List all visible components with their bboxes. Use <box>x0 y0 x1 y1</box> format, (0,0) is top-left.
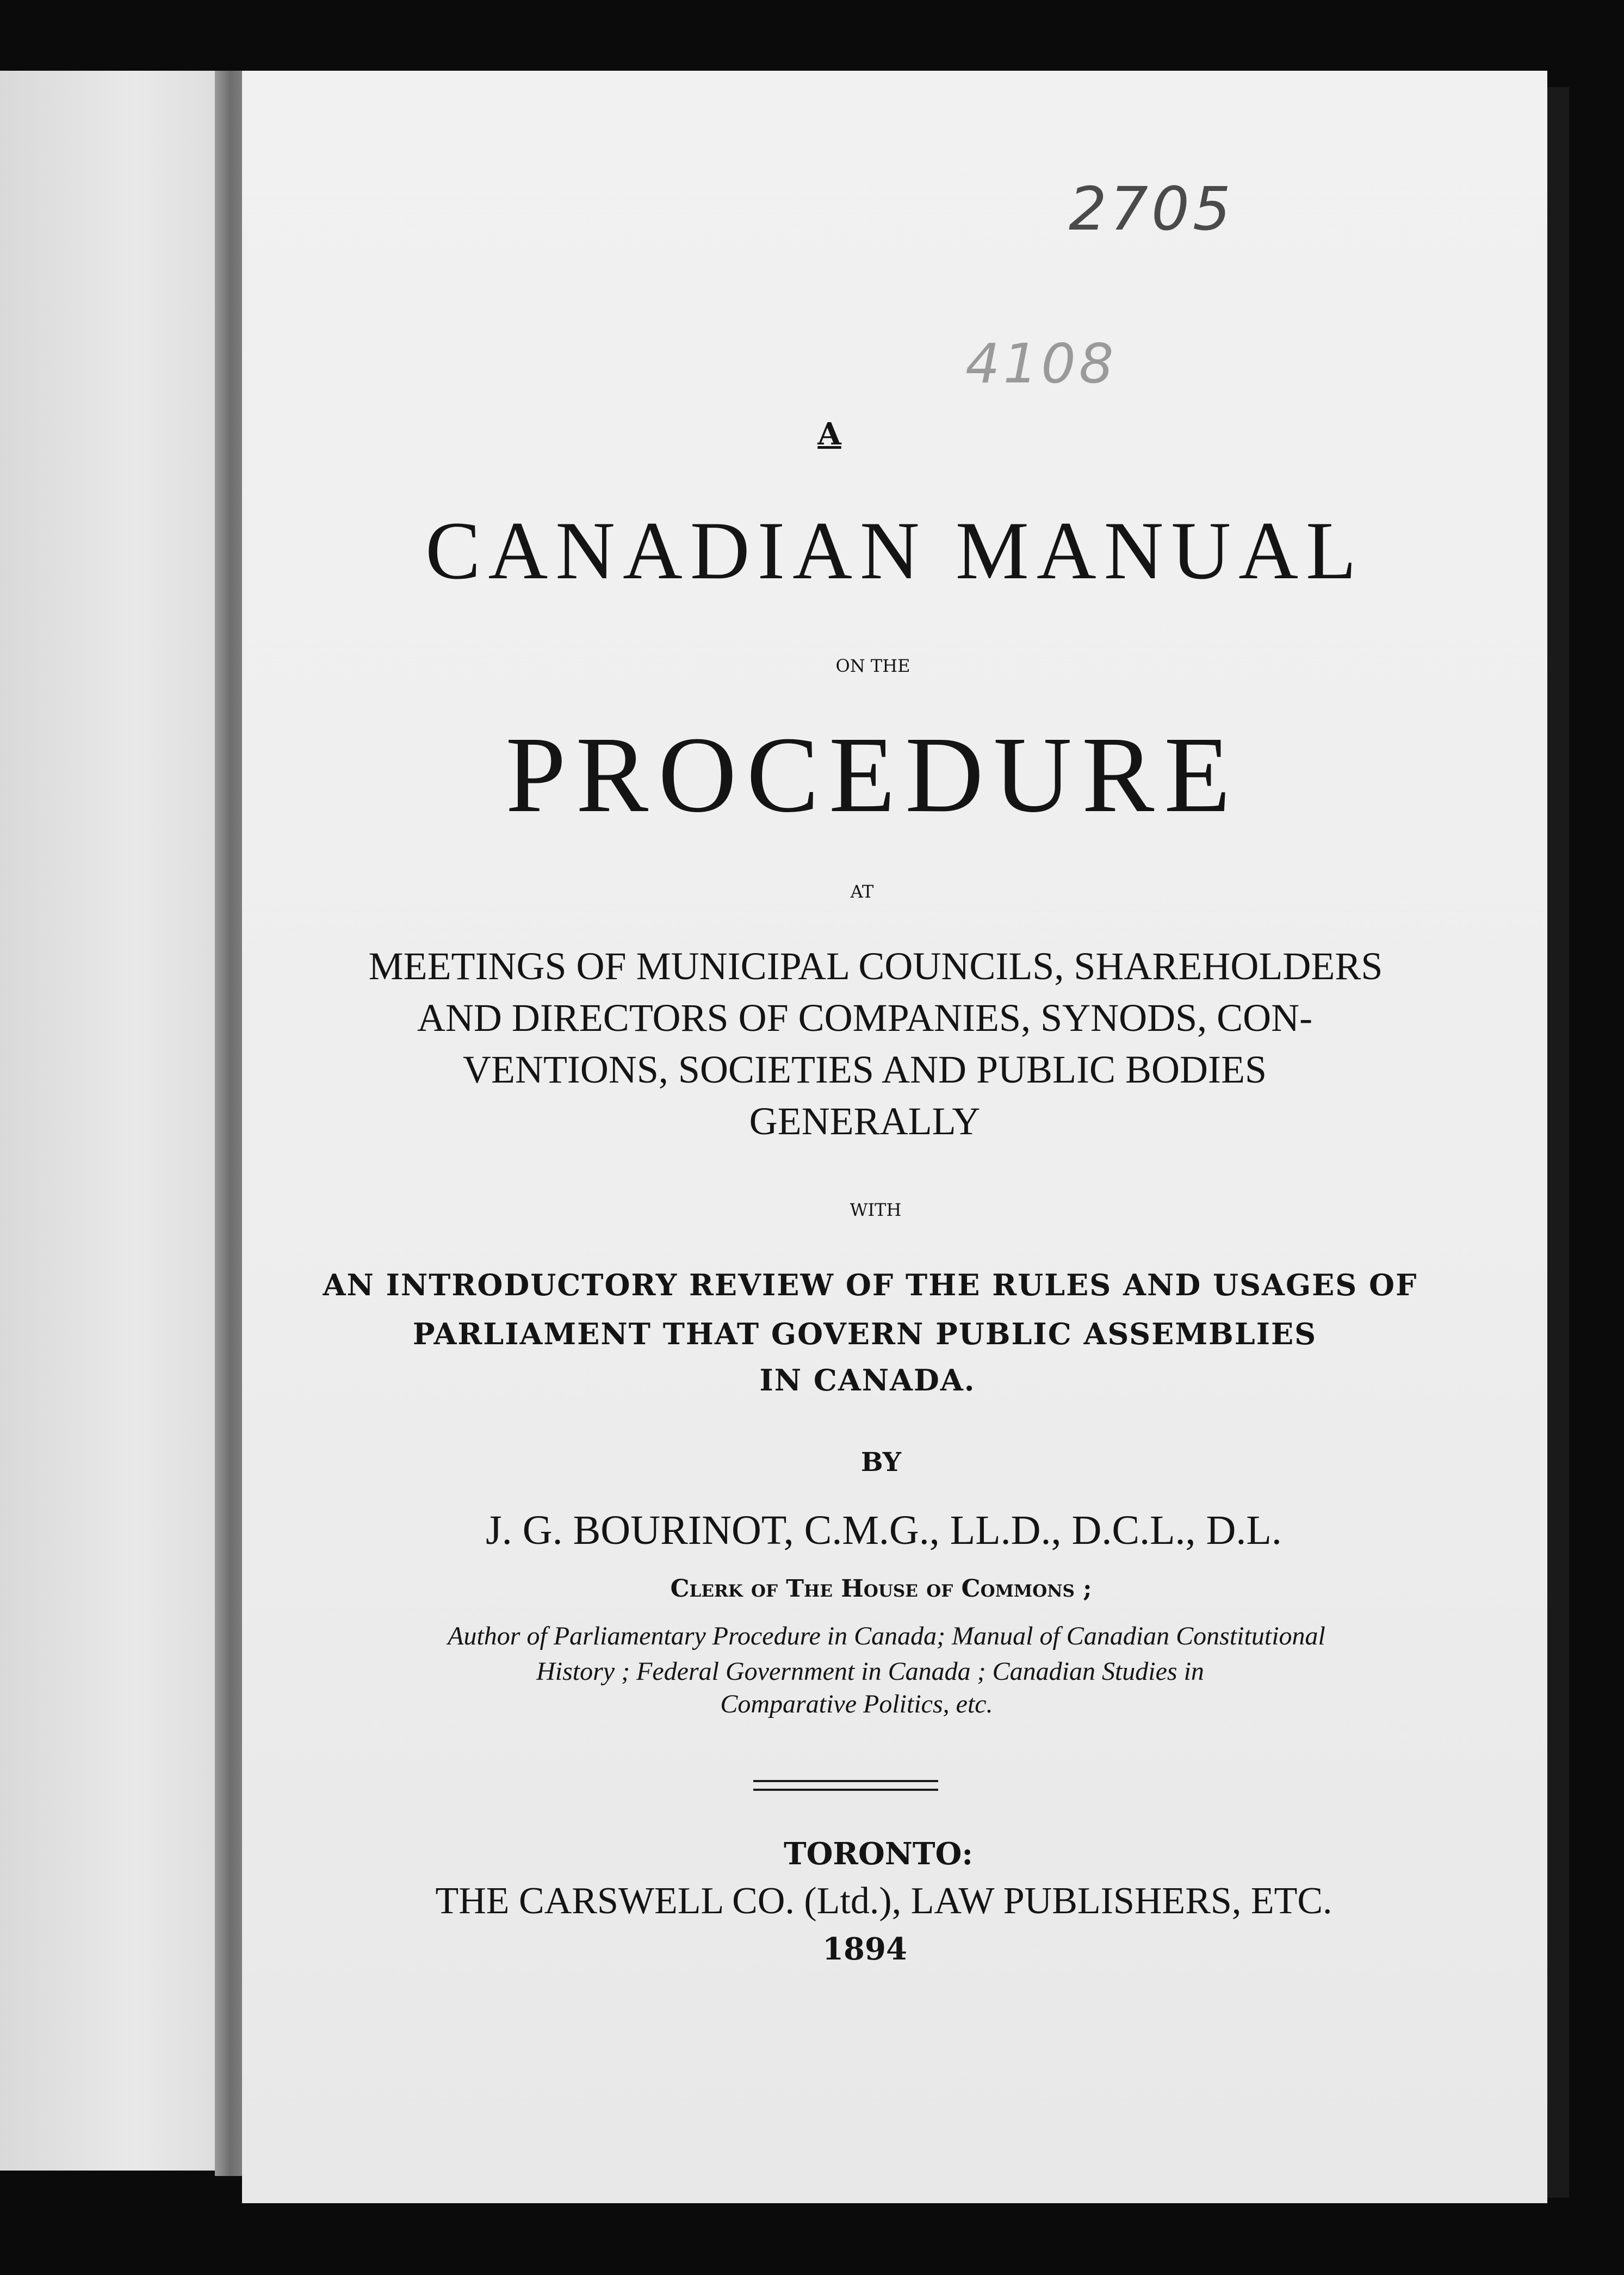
handwritten-shelf-mark: 4108 <box>965 332 1117 395</box>
review-line: PARLIAMENT THAT GOVERN PUBLIC ASSEMBLIES <box>412 1316 1317 1351</box>
title-page <box>242 71 1547 2203</box>
page-edge-shadow <box>1547 87 1569 2198</box>
handwritten-catalog-number: 2705 <box>1069 174 1234 244</box>
connector-on-the: ON THE <box>835 656 910 676</box>
review-line: AN INTRODUCTORY REVIEW OF THE RULES AND USAGES OF <box>323 1268 1418 1302</box>
subtitle-line: MEETINGS OF MUNICIPAL COUNCILS, SHAREHOLDERS <box>368 944 1383 988</box>
connector-with: WITH <box>850 1200 902 1220</box>
left-page <box>0 71 228 2171</box>
author-name: J. G. BOURINOT, C.M.G., LL.D., D.C.L., D.L. <box>486 1507 1282 1553</box>
subtitle-line: GENERALLY <box>749 1099 981 1143</box>
title-procedure: PROCEDURE <box>505 715 1241 835</box>
title-canadian-manual: CANADIAN MANUAL <box>425 505 1364 596</box>
title-article: A <box>817 416 841 452</box>
connector-by: BY <box>861 1447 901 1477</box>
author-works-line: Author of Parliamentary Procedure in Canada; Manual of Canadian Constitutional <box>448 1622 1325 1650</box>
review-line: IN CANADA. <box>759 1363 976 1398</box>
author-position: Clerk of The House of Commons ; <box>670 1575 1092 1603</box>
subtitle-line: VENTIONS, SOCIETIES AND PUBLIC BODIES <box>462 1048 1267 1091</box>
author-works-line: History ; Federal Government in Canada ; Canadian Studies in <box>536 1657 1204 1686</box>
imprint-publisher: THE CARSWELL CO. (Ltd.), LAW PUBLISHERS, ETC. <box>435 1880 1332 1922</box>
imprint-city: TORONTO: <box>783 1836 974 1872</box>
subtitle-line: AND DIRECTORS OF COMPANIES, SYNODS, CON- <box>417 996 1313 1040</box>
author-works-line: Comparative Politics, etc. <box>720 1690 993 1718</box>
connector-at: AT <box>850 881 874 902</box>
imprint-year: 1894 <box>822 1931 907 1967</box>
